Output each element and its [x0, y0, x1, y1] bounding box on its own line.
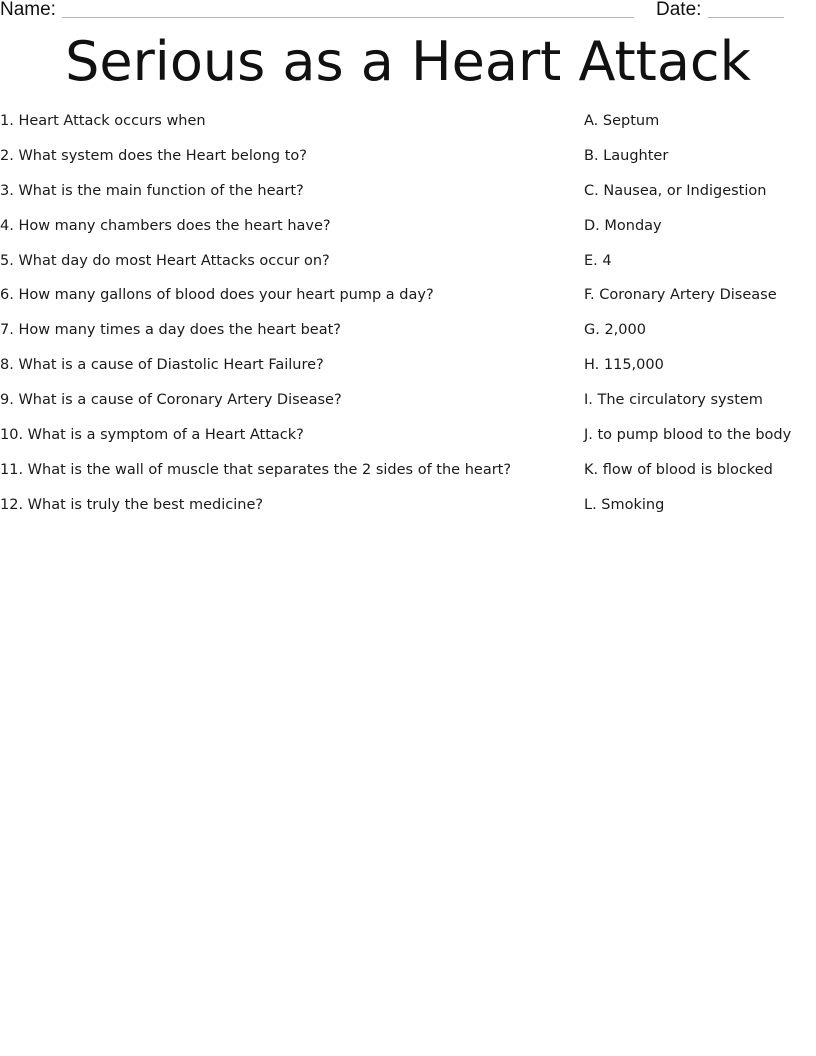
- question-item: 12. What is truly the best medicine?: [0, 496, 264, 513]
- question-item: 10. What is a symptom of a Heart Attack?: [0, 427, 304, 444]
- question-item: 2. What system does the Heart belong to?: [0, 147, 307, 164]
- date-label: Date:: [656, 0, 702, 20]
- name-label: Name:: [0, 0, 56, 20]
- answer-item: K. flow of blood is blocked: [584, 461, 773, 478]
- answer-item: E. 4: [584, 252, 612, 269]
- answer-list: [584, 112, 816, 531]
- answer-item: I. The circulatory system: [584, 392, 763, 409]
- question-item: 9. What is a cause of Coronary Artery Disease?: [0, 392, 342, 409]
- question-item: 11. What is the wall of muscle that separates the 2 sides of the heart?: [0, 461, 512, 478]
- answer-item: J. to pump blood to the body: [584, 427, 792, 444]
- question-item: 5. What day do most Heart Attacks occur on?: [0, 252, 330, 269]
- question-list: [0, 112, 560, 531]
- answer-item: F. Coronary Artery Disease: [584, 287, 777, 304]
- worksheet-header: [0, 0, 816, 22]
- answer-item: H. 115,000: [584, 357, 664, 374]
- name-field-line[interactable]: [62, 17, 634, 18]
- question-item: 3. What is the main function of the heart?: [0, 182, 304, 199]
- question-item: 1. Heart Attack occurs when: [0, 113, 206, 129]
- answer-item: G. 2,000: [584, 322, 646, 339]
- date-field-line[interactable]: [708, 17, 784, 18]
- answer-item: A. Septum: [584, 113, 660, 129]
- answer-item: B. Laughter: [584, 147, 669, 164]
- question-item: 7. How many times a day does the heart beat?: [0, 322, 341, 339]
- question-item: 4. How many chambers does the heart have?: [0, 217, 331, 234]
- answer-item: C. Nausea, or Indigestion: [584, 182, 767, 199]
- question-item: 8. What is a cause of Diastolic Heart Failure?: [0, 357, 324, 374]
- answer-item: L. Smoking: [584, 496, 665, 513]
- answer-item: D. Monday: [584, 217, 662, 234]
- worksheet-title: Serious as a Heart Attack: [65, 30, 751, 93]
- question-item: 6. How many gallons of blood does your heart pump a day?: [0, 287, 434, 304]
